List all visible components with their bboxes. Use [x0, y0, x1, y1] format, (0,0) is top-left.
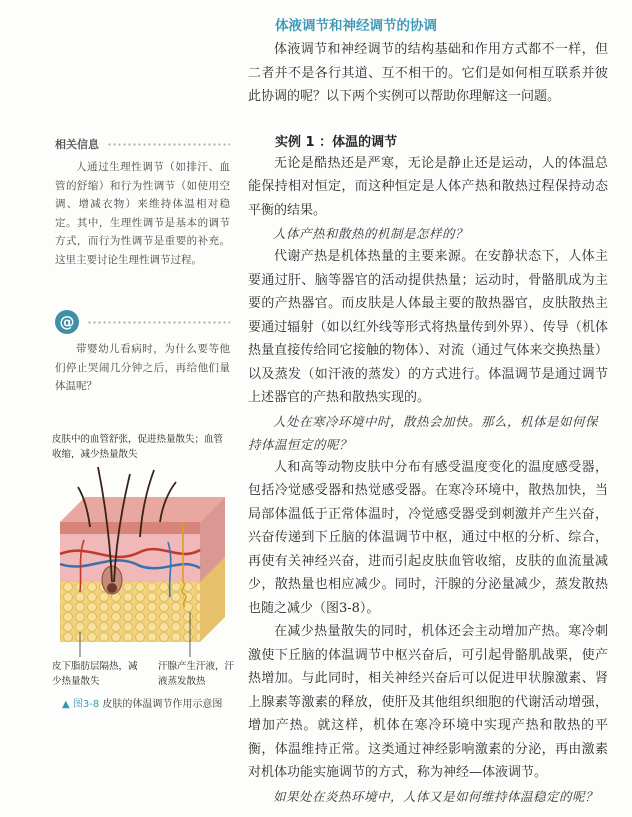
- example1-title: 实例 1 ：体温的调节: [275, 134, 398, 150]
- related-info-title: 相关信息: [55, 138, 99, 151]
- triangle-icon: ▲: [62, 699, 70, 710]
- paragraph-1: 无论是酷热还是严寒，无论是静止还是运动，人的体温总能保持相对恒定，而这种恒定是人体产热和散热过程保持动态平衡的结果。: [248, 155, 608, 218]
- figure-label-bottom-left: 皮下脂肪层隔热，减少热量散失: [52, 661, 138, 687]
- question-2: 人处在寒冷环境中时，散热会加快。那么，机体是如何保持体温恒定的呢？: [248, 413, 599, 452]
- dotted-divider: [107, 143, 230, 146]
- paragraph-2: 代谢产热是机体热量的主要来源。在安静状态下，人体主要通过肝、脑等器官的活动提供热量；运动时，骨骼肌成为主要的产热器官。而皮肤是人体最主要的散热器官，皮肤散热主要通过辐射（如以红外线等形式将热量传到外界）、传导（机体热量直接传给同它接触的物体）、对流（通过气体来交换热量）以及蒸发（如汗液的蒸发）的方式进行。体温调节是通过调节上述器官的产热和散热实现的。: [248, 249, 608, 405]
- think-box: [55, 310, 230, 396]
- paragraph-4: 在减少热量散失的同时，机体还会主动增加产热。寒冷刺激使下丘脑的体温调节中枢兴奋后，可引起骨骼肌战栗，使产热增加。与此同时，相关神经兴奋后可以促进甲状腺激素、肾上腺素等激素的释放，使肝及其他组织细胞的代谢活动增强，增加产热。就这样，机体在寒冷环境中实现产热和散热的平衡，体温维持正常。这类通过神经影响激素的分泌，再由激素对机体功能实施调节的方式，称为神经—体液调节。: [248, 624, 608, 780]
- figure-caption: [62, 697, 232, 713]
- paragraph-3: 人和高等动物皮肤中分布有感受温度变化的温度感受器，包括冷觉感受器和热觉感受器。在寒冷环境中，散热加快，当局部体温低于正常体温时，冷觉感受器受到刺激并产生兴奋，兴奋传递到下丘脑的体温调节中枢，通过中枢的分析、综合，再使有关神经兴奋，进而引起皮肤血管收缩，皮肤的血流量减少，散热量也相应减少。同时，汗腺的分泌量减少，蒸发散热也随之减少（图3-8）。: [248, 459, 608, 616]
- question-3: 如果处在炎热环境中，人体又是如何维持体温稳定的呢？: [273, 788, 599, 804]
- related-info-header: [55, 136, 230, 152]
- think-text: 带婴幼儿看病时，为什么要等他们停止哭闹几分钟之后，再给他们量体温呢？: [55, 343, 230, 392]
- figure-caption-text: 皮肤的体温调节作用示意图: [102, 699, 223, 710]
- main-column: [248, 14, 608, 808]
- figure-label-top: 皮肤中的血管舒张，促进热量散失；血管收缩，减少热量散失: [52, 434, 224, 460]
- dotted-divider: [87, 321, 230, 324]
- epidermis-layer: [60, 522, 200, 534]
- think-icon: @: [55, 310, 79, 334]
- fat-layer: [60, 582, 200, 642]
- intro-paragraph: 体液调节和神经调节的结构基础和作用方式都不一样，但二者并不是各行其道、互不相干的。它们是如何相互联系并彼此协调的呢？以下两个实例可以帮助你理解这一问题。: [248, 42, 608, 104]
- think-header: [55, 310, 230, 334]
- related-info-box: [55, 136, 230, 269]
- figure-number: 图3-8: [72, 699, 100, 710]
- figure-label-bottom-right: 汗腺产生汗液，汗液蒸发散热: [158, 661, 235, 687]
- hair-bulb: [107, 583, 117, 593]
- skin-illustration: [50, 462, 235, 657]
- question-1: 人体产热和散热的机制是怎样的？: [273, 226, 469, 241]
- related-info-text: 人通过生理性调节（如排汗、血管的舒缩）和行为性调节（如使用空调、增减衣物）来维持体温相对稳定。其中，生理性调节是基本的调节方式，而行为性调节是重要的补充。这里主要讨论生理性调节过程。: [55, 161, 230, 266]
- section-title: 体液调节和神经调节的协调: [275, 18, 437, 34]
